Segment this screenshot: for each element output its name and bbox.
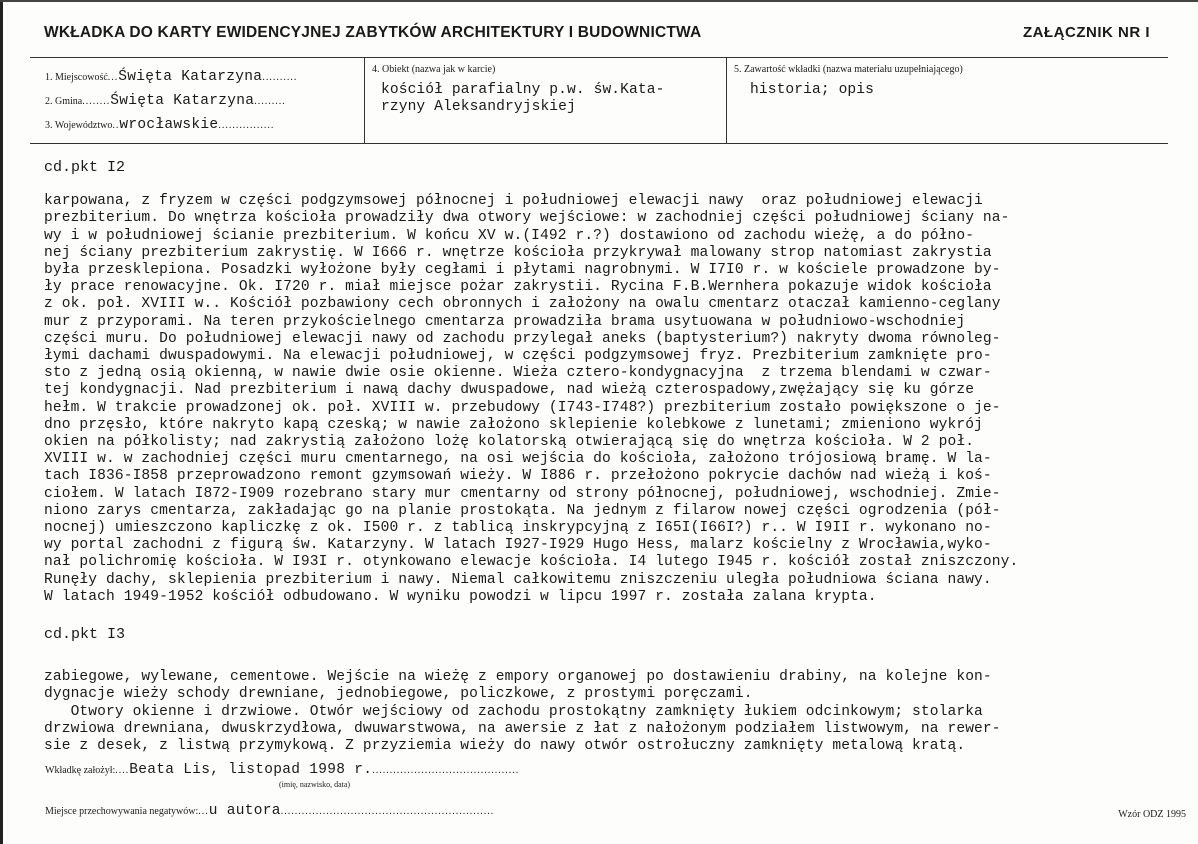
header-box-bottom-rule xyxy=(30,143,1168,144)
dot-leader: .......................................... xyxy=(372,765,520,776)
page-edge-left xyxy=(0,0,3,844)
dot-leader: ........ xyxy=(82,96,111,107)
text-line: nej ściany prezbiterium zakrystię. W I666 r. wnętrze kościoła przykrywał malowany strop natomiast zakrystia xyxy=(44,244,992,261)
text-line: Otwory okienne i drzwiowe. Otwór wejściowy od zachodu prostokątny zamknięty łukiem odcinkowym; stolarka xyxy=(44,703,983,720)
negatives-value: u autora xyxy=(208,803,281,819)
author-field xyxy=(45,762,519,778)
contents-value: historia; opis xyxy=(750,82,875,98)
text-line: z ok. poł. XVIII w.. Kościół pozbawiony cech obronnych i założony na owalu cmentarz otaczał kamienno-ceglany xyxy=(44,296,1001,313)
text-line: wy i w południowej ścianie prezbiterium. W końcu XV w.(I492 r.?) dostawiono od zachodu wieżę, a do półno- xyxy=(44,227,975,244)
text-line: karpowana, z fryzem w części podgzymsowej północnej i południowej elewacji nawy oraz południowej elewacji xyxy=(44,193,983,210)
text-line: wy portal zachodni z figurą św. Katarzyny. W latach I927-I929 Hugo Hess, malarz kościelny z Wrocławia,wyko- xyxy=(44,537,992,554)
miejscowosc-field xyxy=(45,69,297,85)
gmina-value: Święta Katarzyna xyxy=(110,93,255,109)
text-line: nocnej) umieszczono kapliczkę z ok. I500 r. z tablicą inskrypcyjną z I65I(I66I?) r.. W I9II r. wykonano no- xyxy=(44,520,992,537)
text-line: sto z jedną osią okienną, w nawie dwie osie okienne. Wieża cztero-kondygnacyjna z trzema blendami w czwar- xyxy=(44,365,992,382)
header-box-divider-1 xyxy=(364,57,365,144)
dot-leader: ... xyxy=(107,72,119,83)
author-caption: (imię, nazwisko, data) xyxy=(279,780,351,789)
text-line: drzwiowa drewniana, dwuskrzydłowa, dwuwarstwowa, na awersie z łat z nałożonym podziałem listwowym, na rewer- xyxy=(44,720,1001,737)
text-line: hełm. W trakcie prowadzonej ok. poł. XVIII w. przebudowy (I743-I748?) prezbiterium zostało powiększone o je- xyxy=(44,399,1001,416)
contents-label: 5. Zawartość wkładki (nazwa materiału uzupełniającego) xyxy=(734,64,963,75)
dot-leader: ................ xyxy=(218,120,275,131)
text-line: Runęły dachy, sklepienia prezbiterium i nawy. Niemal całkowitemu zniszczeniu uległa południowa ściana nawy. xyxy=(44,571,992,588)
miejscowosc-label: 1. Miejscowość xyxy=(45,72,108,83)
section2-body xyxy=(44,652,1001,772)
gmina-label: 2. Gmina xyxy=(45,96,83,107)
text-line: XVIII w. w zachodniej części muru cmentarnego, na osi wejścia do kościoła, założono trójosiową bramę. W la- xyxy=(44,451,992,468)
form-title: WKŁADKA DO KARTY EWIDENCYJNEJ ZABYTKÓW ARCHITEKTURY I BUDOWNICTWA xyxy=(44,24,702,41)
section2-heading: cd.pkt I3 xyxy=(44,626,126,643)
dot-leader: .... xyxy=(115,765,130,776)
text-line: dno przęsło, które nakryto kapą czeską; w nawie założono sklepienie kolebkowe z lunetami; zmieniono wykrój xyxy=(44,416,983,433)
text-line: części muru. Do południowej elewacji nawy od zachodu przylegał aneks (baptysterium?) nakryty dwoma równoleg- xyxy=(44,330,1001,347)
author-label: Wkładkę założył: xyxy=(45,765,116,776)
dot-leader: ......... xyxy=(254,96,286,107)
section1-heading: cd.pkt I2 xyxy=(44,159,126,176)
text-line: okien na półkolisty; nad zakrystią założono lożę kolatorską otwierającą się do wnętrza kościoła. W 2 poł. xyxy=(44,434,975,451)
text-line: była przesklepiona. Posadzki wyłożone były cegłami i płytami nagrobnymi. W I7I0 r. w kościele prowadzone by- xyxy=(44,262,1001,279)
form-template-code: Wzór ODZ 1995 xyxy=(1118,809,1186,820)
author-value: Beata Lis, listopad 1998 r. xyxy=(129,762,373,778)
text-line: tach I836-I858 przeprowadzono remont gzymsowań wieży. W I886 r. przełożono pokrycie dachów nad wieżą i koś- xyxy=(44,468,992,485)
text-line: prezbiterium. Do wnętrza kościoła prowadziły dwa otwory wejściowe: w zachodniej części południowej ściany na- xyxy=(44,210,1010,227)
wojewodztwo-label: 3. Województwo xyxy=(45,120,113,131)
gmina-field xyxy=(45,93,286,109)
text-line: mur z przyporami. Na teren przykościelnego cmentarza prowadziła brama usytuowana w południowo-wschodniej xyxy=(44,313,966,330)
header-box-divider-2 xyxy=(726,57,727,144)
text-line: dygnacje wieży schody drewniane, jednobiegowe, policzkowe, z prostymi poręczami. xyxy=(44,686,753,703)
page-edge-top xyxy=(0,0,1198,2)
wojewodztwo-field xyxy=(45,117,274,133)
text-line: ły prace renowacyjne. Ok. I720 r. miał miejsce pożar zakrystii. Rycina F.B.Wernhera pokazuje widok kościoła xyxy=(44,279,992,296)
section1-body xyxy=(44,176,1018,623)
text-line: W latach 1949-1952 kościół odbudowano. W wyniku powodzi w lipcu 1997 r. została zalana krypta. xyxy=(44,588,877,605)
dot-leader: ............................................................. xyxy=(280,806,495,817)
object-line: rzyny Aleksandryjskiej xyxy=(381,99,576,116)
text-line: ciołem. W latach I872-I909 rozebrano stary mur cmentarny od strony północnej, południowej, wschodniej. Zmie- xyxy=(44,485,1001,502)
miejscowosc-value: Święta Katarzyna xyxy=(118,69,263,85)
dot-leader: .......... xyxy=(262,72,298,83)
text-line: niono zarys cmentarza, zakładając go na planie prostokąta. Na jednym z filarow nowej części ogrodzenia (pół- xyxy=(44,502,1001,519)
text-line: sie z desek, z listwą przymykową. Z przyziemia wieży do nawy otwór ostrołuczny zamknięty metalową kratą. xyxy=(44,738,966,755)
text-line: tej kondygnacji. Nad prezbiterium i nawą dachy dwuspadowe, nad wieżą czterospadowy,zwężający się ku górze xyxy=(44,382,975,399)
dot-leader: ... xyxy=(198,806,209,817)
negatives-field xyxy=(45,803,494,819)
object-line: kościół parafialny p.w. św.Kata- xyxy=(381,82,665,98)
negatives-label: Miejsce przechowywania negatywów: xyxy=(45,806,199,817)
wojewodztwo-value: wrocławskie xyxy=(119,117,219,133)
text-line: nał polichromię kościoła. W I93I r. otynkowano elewacje kościoła. I4 lutego I945 r. kościół został zniszczony. xyxy=(44,554,1019,571)
text-line: zabiegowe, wylewane, cementowe. Wejście na wieżę z empory organowej po dostawieniu drabiny, na kolejne kon- xyxy=(44,669,992,686)
object-label: 4. Obiekt (nazwa jak w karcie) xyxy=(372,64,496,75)
text-line: łymi dachami dwuspadowymi. Na elewacji południowej, w części podgzymsowej fryz. Prezbiterium zamknięte pro- xyxy=(44,348,992,365)
header-box-top-rule xyxy=(30,57,1168,58)
dot-leader: .. xyxy=(112,120,120,131)
annex-number: ZAŁĄCZNIK NR I xyxy=(1023,24,1150,41)
object-value xyxy=(381,82,664,116)
